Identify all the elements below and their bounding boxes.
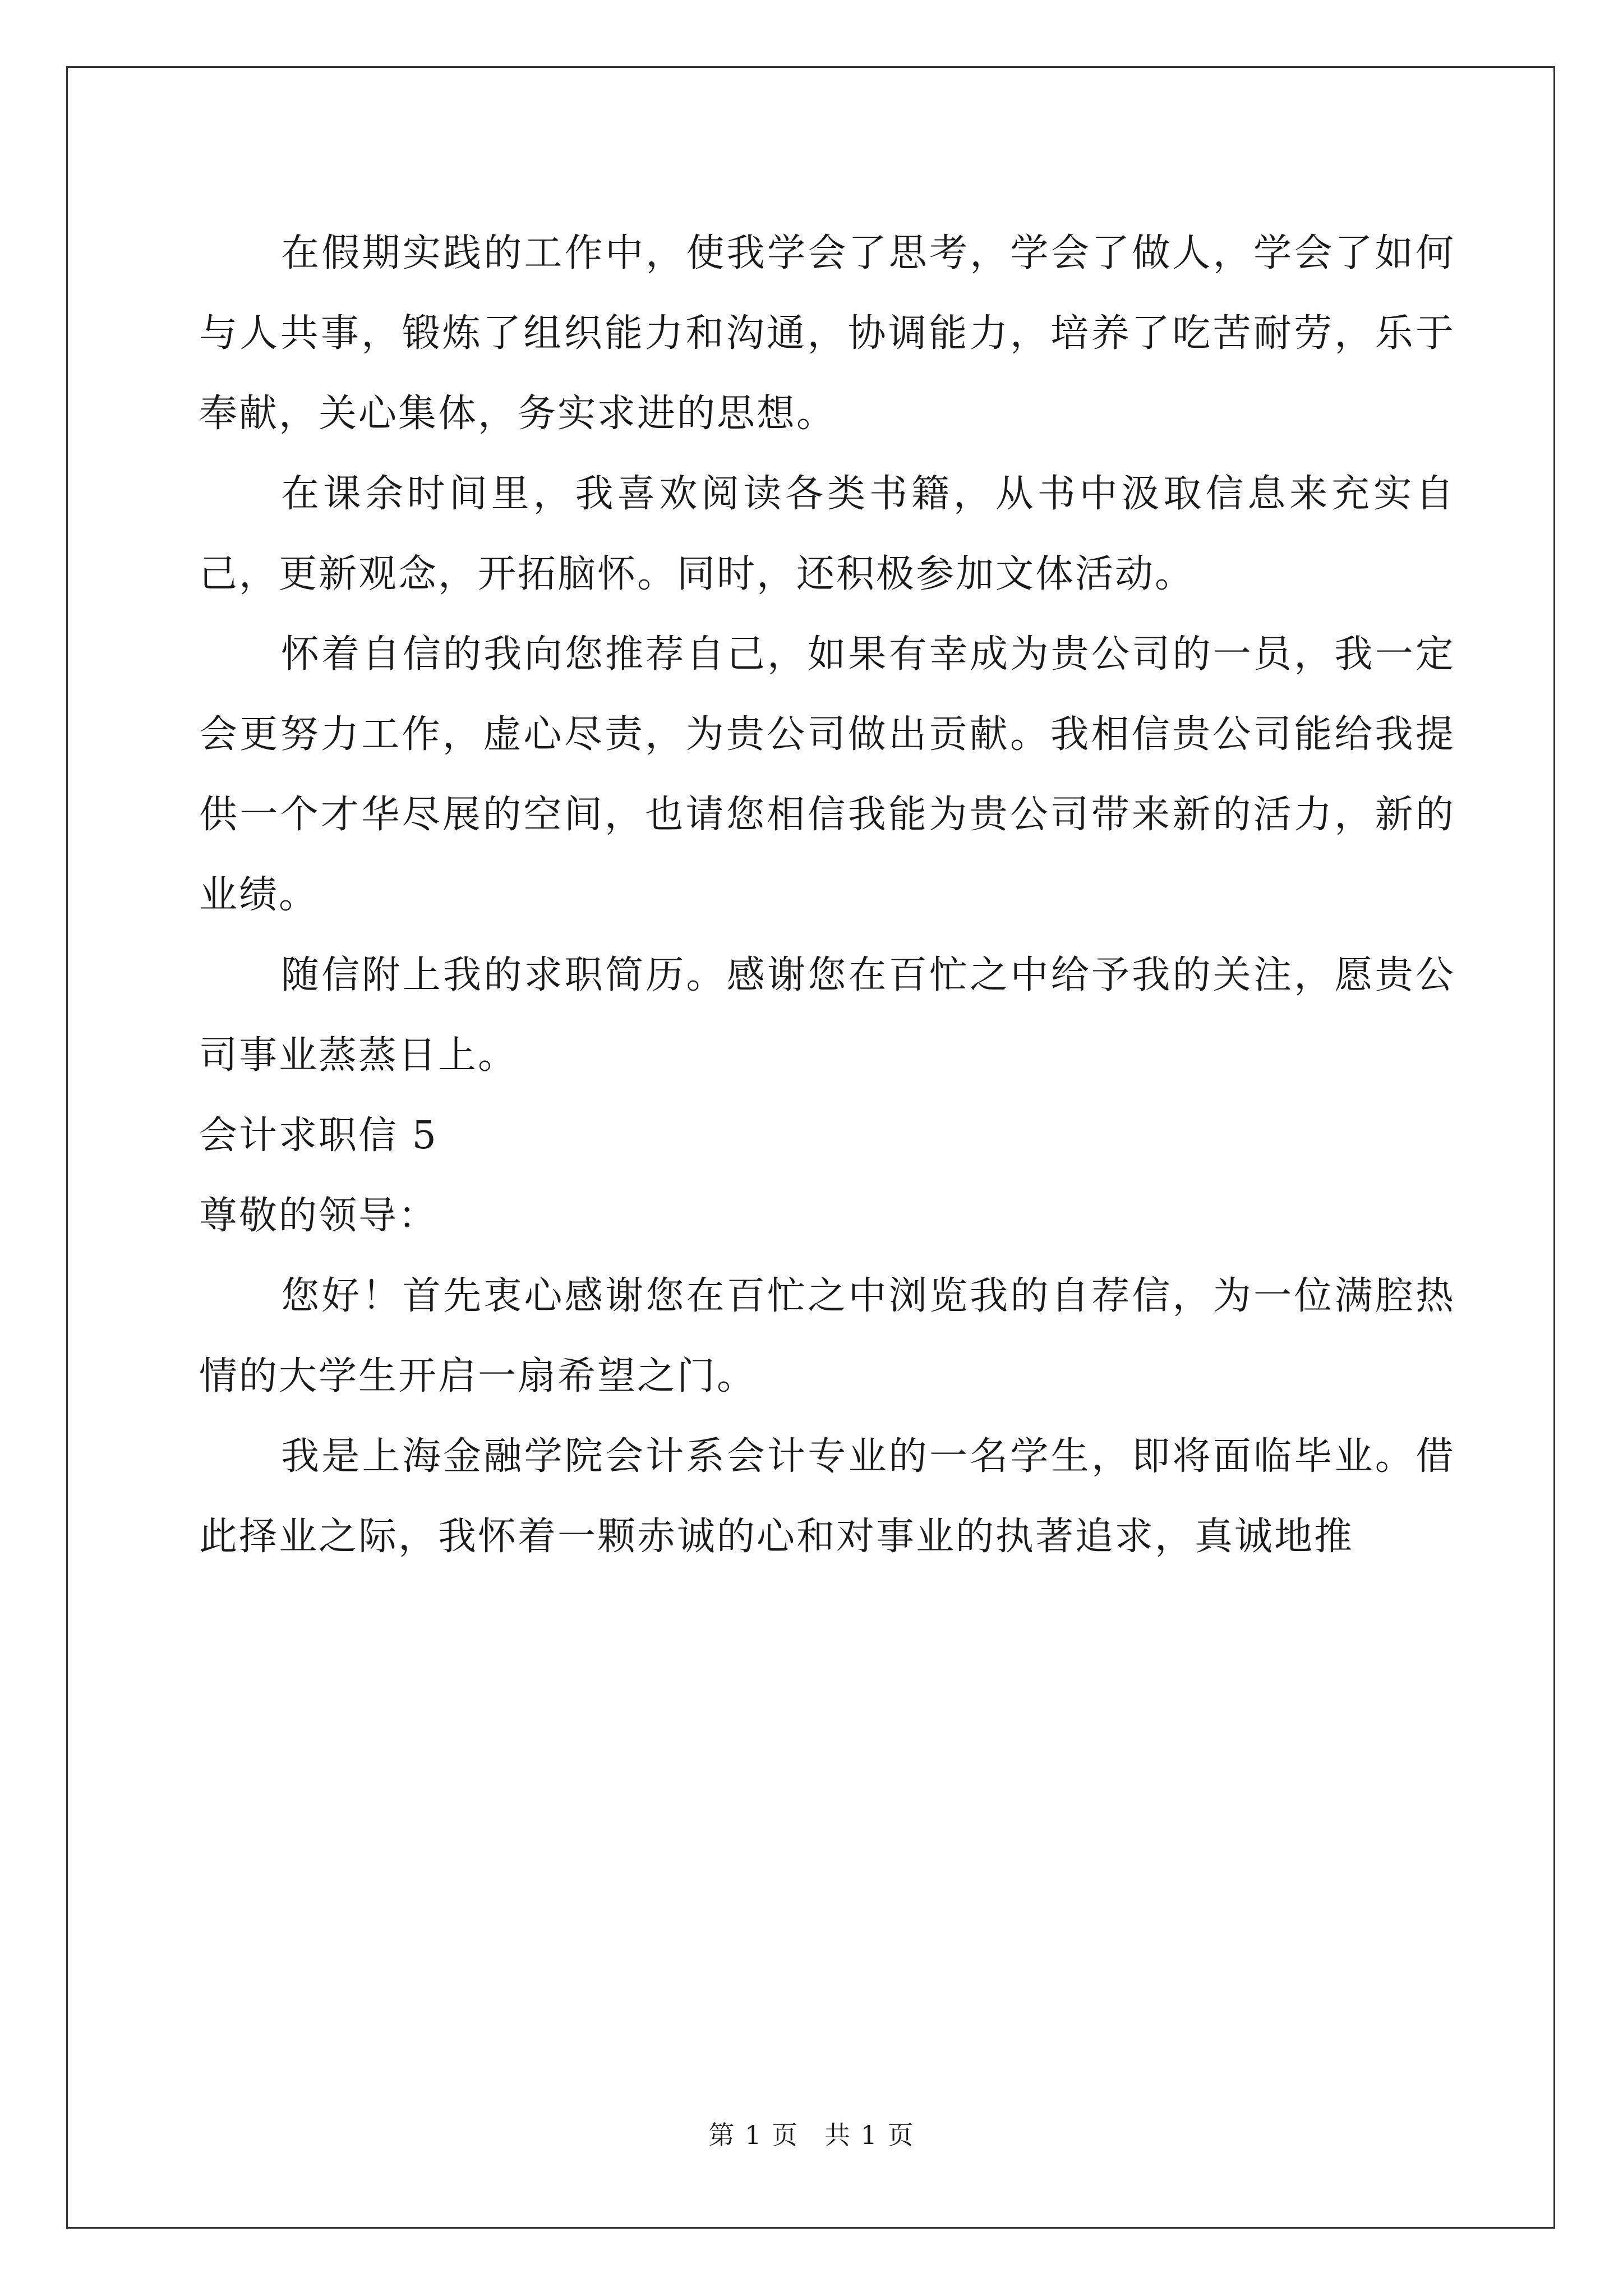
paragraph-recommendation: 怀着自信的我向您推荐自己，如果有幸成为贵公司的一员，我一定会更努力工作，虚心尽责，为贵公司做出贡献。我相信贵公司能给我提供一个才华尽展的空间，也请您相信我能为贵公司带来新的活力，新的业绩。 — [199, 632, 1455, 917]
paragraph-practice: 在假期实践的工作中，使我学会了思考，学会了做人，学会了如何与人共事，锻炼了组织能力和沟通，协调能力，培养了吃苦耐劳，乐于奉献，关心集体，务实求进的思想。 — [199, 231, 1455, 436]
salutation: 尊敬的领导： — [199, 1194, 439, 1238]
paragraph-reading: 在课余时间里，我喜欢阅读各类书籍，从书中汲取信息来充实自己，更新观念，开拓脑怀。同时，还积极参加文体活动。 — [199, 472, 1455, 596]
page-total: 共 1 页 — [824, 2120, 915, 2150]
paragraph-introduction: 我是上海金融学院会计系会计专业的一名学生，即将面临毕业。借此择业之际，我怀着一颗赤诚的心和对事业的执著追求，真诚地推 — [199, 1434, 1455, 1559]
page-number: 第 1 页 — [708, 2120, 799, 2150]
page-footer — [0, 2115, 1623, 2152]
document-body — [199, 213, 1455, 1577]
section-title: 会计求职信 5 — [199, 1114, 438, 1158]
paragraph-greeting: 您好！首先衷心感谢您在百忙之中浏览我的自荐信，为一位满腔热情的大学生开启一扇希望之门。 — [199, 1274, 1455, 1398]
paragraph-closing: 随信附上我的求职简历。感谢您在百忙之中给予我的关注，愿贵公司事业蒸蒸日上。 — [199, 953, 1455, 1078]
